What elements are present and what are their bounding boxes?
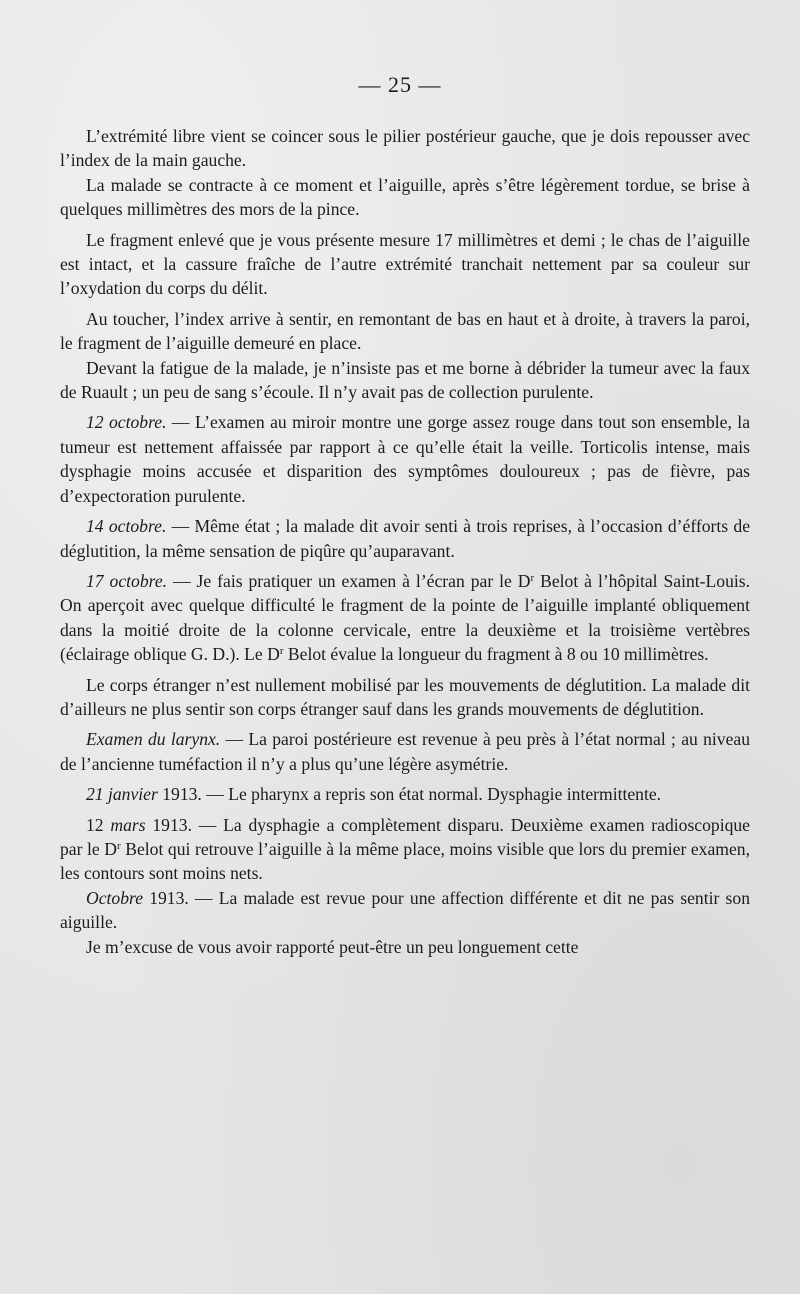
- entry-text: Belot à l’hôpital Saint-Louis. On aperçoit avec quelque difficulté le fragment de la pointe de l’aiguille implanté obliquement dans la moitié droite de la colonne cervicale, entre la deuxième et la troisième vertèbres (éclairage oblique G. D.). Le D: [60, 570, 751, 665]
- entry-date: Octobre: [86, 887, 143, 908]
- page-number: — 25 —: [358, 72, 442, 97]
- paragraph-apology: Je m’excuse de vous avoir rapporté peut-être un peu longuement cette: [86, 936, 579, 957]
- paragraph-larynx-exam: [60, 727, 750, 776]
- body-text: [60, 124, 750, 959]
- entry-text: Belot qui retrouve l’aiguille à la même place, moins visible que lors du premier examen, les contours sont moins nets.: [60, 838, 750, 884]
- entry-text: — Je fais pratiquer un examen à l’écran par le D: [167, 570, 531, 591]
- paragraph-fragment-removed: Le fragment enlevé que je vous présente mesure 17 millimètres et demi ; le chas de l’aiguille est intact, et la cassure fraîche de l’autre extrémité tranchait nettement par sa couleur sur l’oxydation du corps du délit.: [60, 229, 750, 299]
- entry-date: 14 octobre.: [86, 516, 167, 537]
- paragraph-17-october: [60, 569, 750, 667]
- paragraph-needle-breaks: La malade se contracte à ce moment et l’aiguille, après s’être légèrement tordue, se brise à quelques millimètres des mors de la pince.: [60, 174, 750, 220]
- entry-date: 12 octobre.: [86, 412, 167, 433]
- paragraph-needle-lodged: L’extrémité libre vient se coincer sous le pilier postérieur gauche, que je dois repousser avec l’index de la main gauche.: [60, 126, 750, 171]
- entry-date: 21 janvier: [86, 784, 158, 805]
- paragraph-palpation: Au toucher, l’index arrive à sentir, en remontant de bas en haut et à droite, à travers la paroi, le fragment de l’aiguille demeuré en place.: [60, 308, 750, 354]
- entry-text: — Même état ; la malade dit avoir senti à trois reprises, à l’occasion d’éfforts de déglutition, la même sensation de piqûre qu’auparavant.: [60, 516, 751, 561]
- entry-text: 1913. — La dysphagie a complètement disparu. Deuxième examen radioscopique par le D: [60, 814, 750, 859]
- paragraph-12-october: [60, 410, 750, 508]
- entry-text: Belot évalue la longueur du fragment à 8 ou 10 millimètres.: [283, 644, 709, 665]
- entry-text: — L’examen au miroir montre une gorge assez rouge dans tout son ensemble, la tumeur est nettement affaissée par rapport à ce qu’elle était la veille. Torticolis intense, mais dysphagie moins accusée et disparition des symptômes douloureux ; pas de fièvre, pas d’expectoration purulente.: [60, 412, 751, 506]
- entry-day: 12: [86, 814, 111, 835]
- entry-heading: Examen du larynx.: [86, 729, 221, 750]
- entry-date: mars: [110, 814, 146, 835]
- paragraph-debridement: Devant la fatigue de la malade, je n’insiste pas et me borne à débrider la tumeur avec la faux de Ruault ; un peu de sang s’écoule. Il n’y avait pas de collection purulente.: [60, 357, 750, 403]
- paragraph-21-january: [60, 782, 750, 806]
- entry-text: — La paroi postérieure est revenue à peu près à l’état normal ; au niveau de l’ancienne tuméfaction il n’y a plus qu’une légère asymétrie.: [60, 729, 750, 774]
- superscript: r: [117, 839, 121, 852]
- paragraph-october-1913: [60, 886, 750, 935]
- entry-date: 17 octobre.: [86, 570, 168, 591]
- superscript: r: [530, 571, 535, 584]
- paragraph-14-october: [60, 514, 750, 563]
- entry-text: 1913. — Le pharynx a repris son état normal. Dysphagie intermittente.: [157, 784, 662, 805]
- paragraph-not-mobilized: Le corps étranger n’est nullement mobilisé par les mouvements de déglutition. La malade dit d’ailleurs ne plus sentir son corps étranger sauf dans les grands mouvements de déglutition.: [60, 674, 750, 719]
- entry-text: 1913. — La malade est revue pour une affection différente et dit ne pas sentir son aiguille.: [60, 887, 750, 933]
- superscript: r: [279, 645, 284, 658]
- paragraph-12-march: [60, 813, 750, 886]
